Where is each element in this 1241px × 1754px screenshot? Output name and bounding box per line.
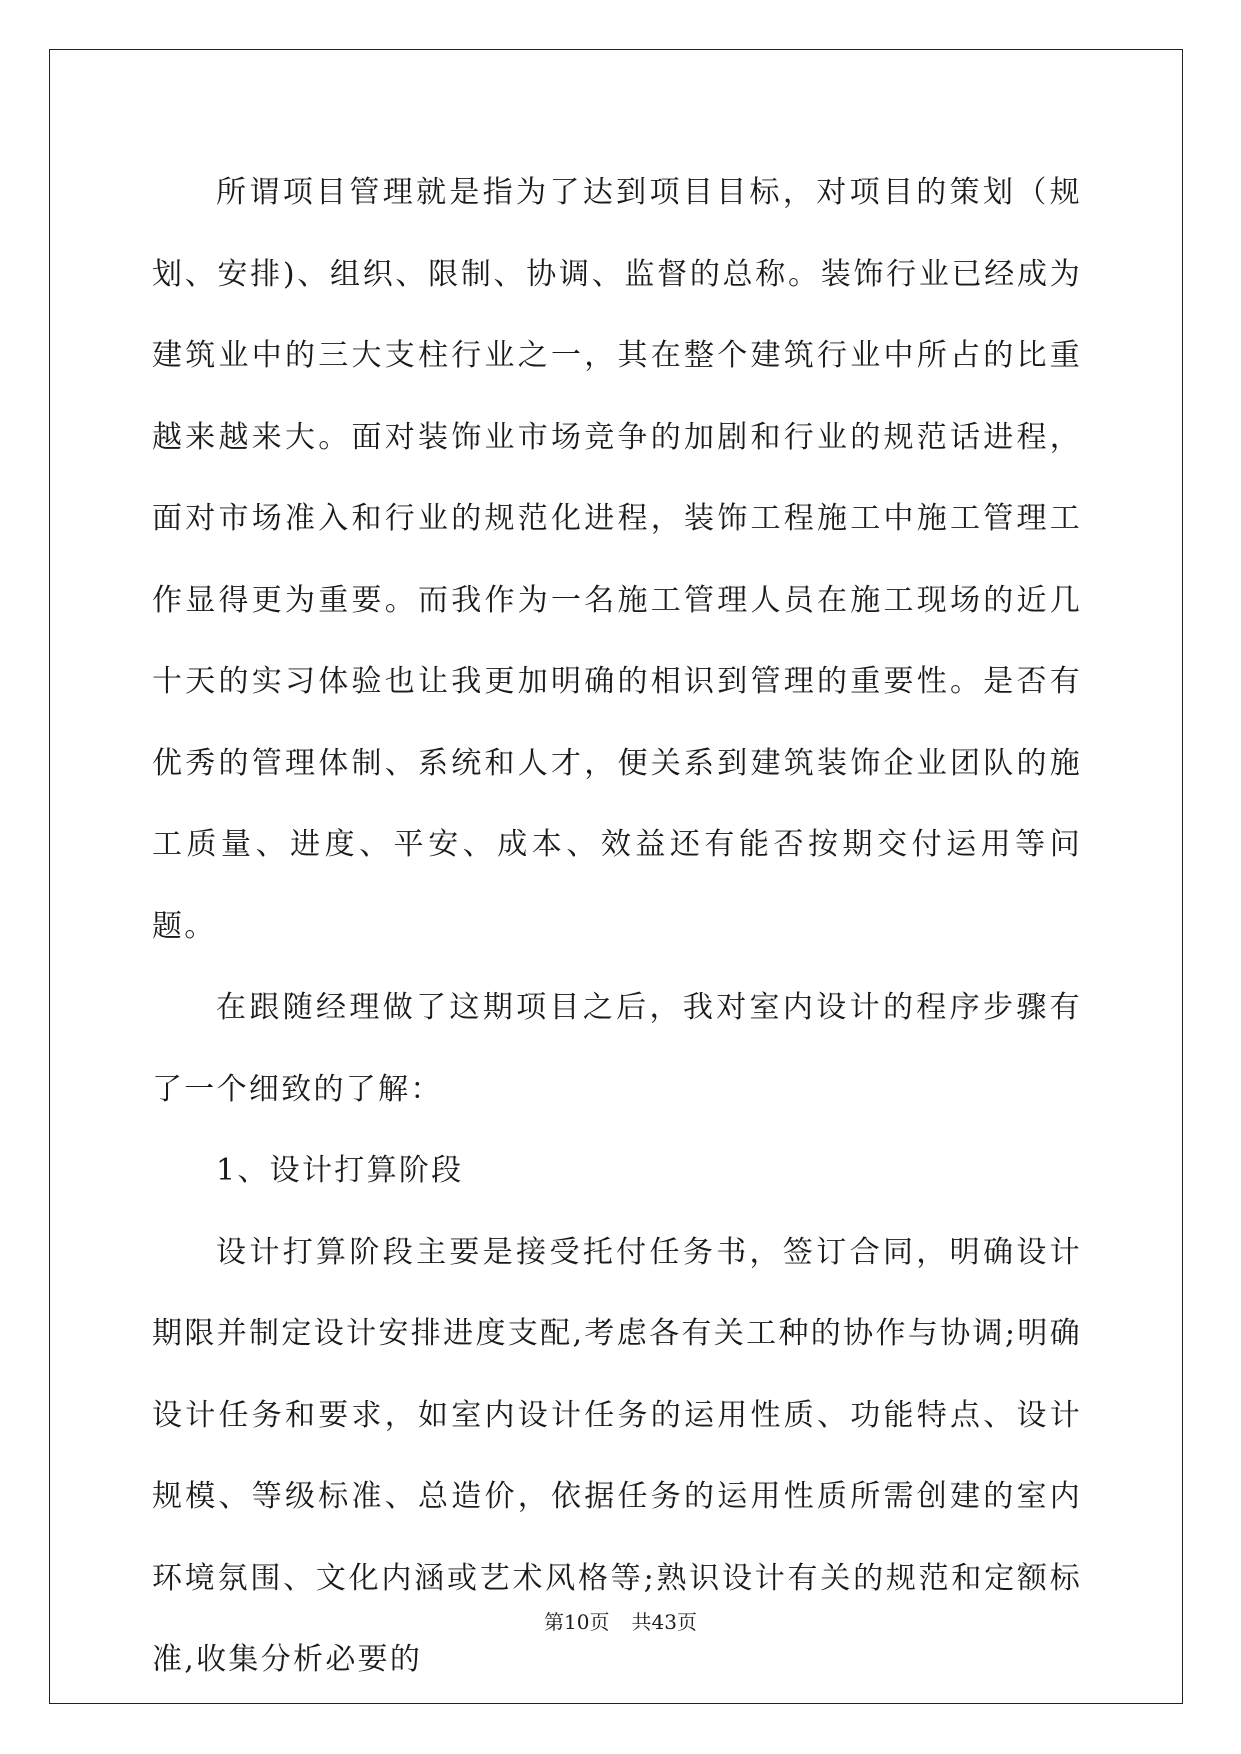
page-total: 共43页	[631, 1610, 697, 1634]
paragraph-design-procedure-intro: 在跟随经理做了这期项目之后，我对室内设计的程序步骤有了一个细致的了解：	[152, 990, 1082, 1107]
paragraph-project-management: 所谓项目管理就是指为了达到项目目标，对项目的策划（规划、安排)、组织、限制、协调、监督的总称。装饰行业已经成为建筑业中的三大支柱行业之一，其在整个建筑行业中所占的比重越来越来大。面对装饰业市场竞争的加剧和行业的规范话进程，面对市场准入和行业的规范化进程，装饰工程施工中施工管理工作显得更为重要。而我作为一名施工管理人员在施工现场的近几十天的实习体验也让我更加明确的相识到管理的重要性。是否有优秀的管理体制、系统和人才，便关系到建筑装饰企业团队的施工质量、进度、平安、成本、效益还有能否按期交付运用等问题。	[152, 175, 1082, 944]
page-number: 第10页	[544, 1610, 610, 1634]
page-footer	[0, 1610, 1241, 1634]
document-body	[152, 152, 1082, 1701]
paragraph-design-preparation: 设计打算阶段主要是接受托付任务书，签订合同，明确设计期限并制定设计安排进度支配,考虑各有关工种的协作与协调;明确设计任务和要求，如室内设计任务的运用性质、功能特点、设计规模、等级标准、总造价，依据任务的运用性质所需创建的室内环境氛围、文化内涵或艺术风格等;熟识设计有关的规范和定额标准,收集分析必要的	[152, 1234, 1082, 1677]
section-heading-design-preparation: 1、设计打算阶段	[216, 1153, 464, 1188]
